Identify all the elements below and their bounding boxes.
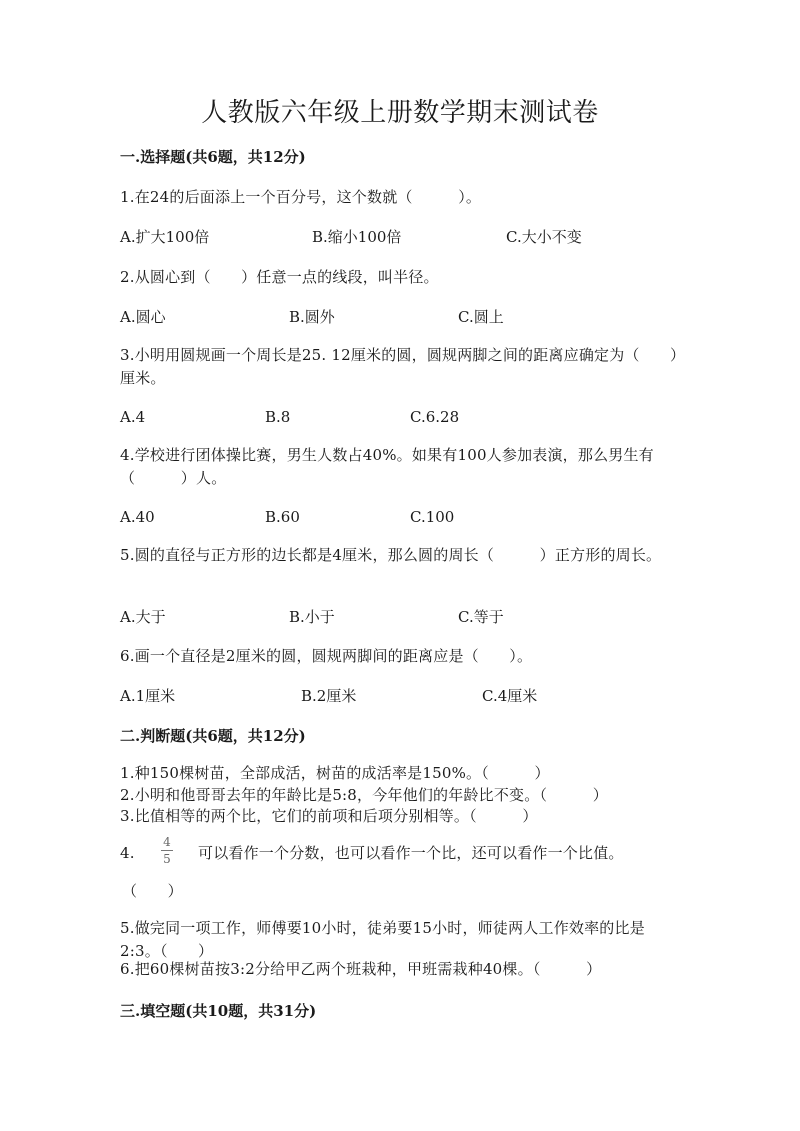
choice-question-1: 1.在24的后面添上一个百分号，这个数就（ ）。 [120,188,482,206]
choice-question-3: 3.小明用圆规画一个周长是25. 12厘米的圆，圆规两脚之间的距离应确定为（ ）厘米。 [120,346,678,387]
choice-options-4 [120,506,680,528]
choice-options-1 [120,226,680,248]
option-c: C.100 [410,508,455,526]
option-a: A.圆心 [120,308,166,326]
option-b: B.缩小100倍 [312,228,402,246]
option-c: C.大小不变 [506,228,582,246]
choice-options-5 [120,606,680,628]
fraction-bar [161,850,173,851]
choice-question-6: 6.画一个直径是2厘米的圆，圆规两脚间的距离应是（ ）。 [120,647,533,665]
option-c: C.6.28 [410,408,460,426]
option-c: C.等于 [458,608,504,626]
judge-item-4-blank: （ ） [122,882,183,900]
option-a: A.40 [120,508,155,526]
option-b: B.2厘米 [301,687,357,705]
option-c: C.4厘米 [482,687,538,705]
option-a: A.扩大100倍 [120,228,210,246]
option-b: B.8 [265,408,291,426]
fraction-numerator: 4 [163,835,171,849]
option-b: B.圆外 [289,308,335,326]
choice-options-2 [120,306,680,328]
option-a: A.1厘米 [120,687,176,705]
choice-options-6 [120,685,680,707]
judge-item-3: 3.比值相等的两个比，它们的前项和后项分别相等。（ ） [120,807,538,825]
choice-question-4: 4.学校进行团体操比赛，男生人数占40%。如果有100人参加表演，那么男生有（ ）人。 [120,446,654,487]
option-b: B.60 [265,508,300,526]
fraction-denominator: 5 [163,852,171,866]
judge-item-4-text: 可以看作一个分数，也可以看作一个比，还可以看作一个比值。 [198,844,624,862]
judge-item-1: 1.种150棵树苗，全部成活，树苗的成活率是150%。（ ） [120,764,550,782]
section-heading-fill: 三.填空题(共10题，共31分) [120,1002,317,1020]
choice-question-5: 5.圆的直径与正方形的边长都是4厘米，那么圆的周长（ ）正方形的周长。 [120,546,662,564]
choice-question-2: 2.从圆心到（ ）任意一点的线段，叫半径。 [120,268,439,286]
section-heading-judge: 二.判断题(共6题，共12分) [120,727,306,745]
option-c: C.圆上 [458,308,504,326]
fraction-four-fifths [158,836,176,865]
choice-options-3 [120,406,680,428]
judge-item-6: 6.把60棵树苗按3:2分给甲乙两个班栽种，甲班需栽种40棵。（ ） [120,960,602,978]
section-heading-choice: 一.选择题(共6题，共12分) [120,148,306,166]
judge-item-4-number: 4. [120,844,135,862]
page-title: 人教版六年级上册数学期末测试卷 [201,98,599,128]
judge-item-2: 2.小明和他哥哥去年的年龄比是5:8，今年他们的年龄比不变。（ ） [120,786,608,804]
option-b: B.小于 [289,608,335,626]
option-a: A.4 [120,408,146,426]
option-a: A.大于 [120,608,166,626]
judge-item-5: 5.做完同一项工作，师傅要10小时，徒弟要15小时，师徒两人工作效率的比是2:3。（ ） [120,919,645,960]
